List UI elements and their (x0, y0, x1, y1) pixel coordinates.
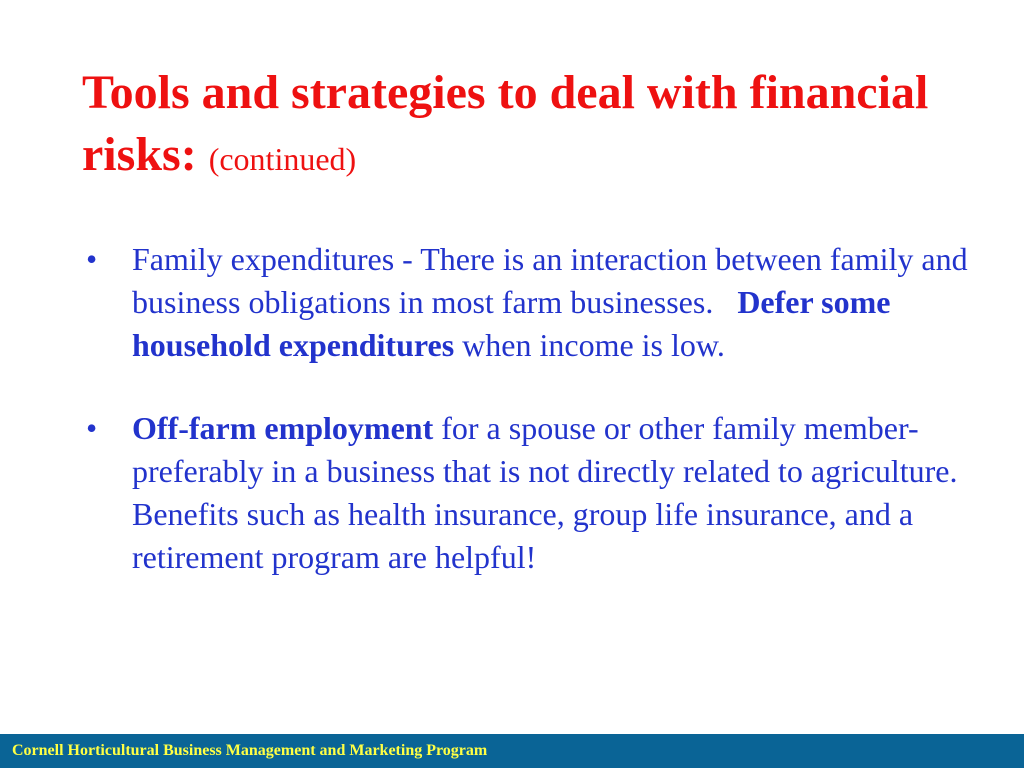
slide-title (82, 62, 982, 190)
bullet-symbol: • (86, 410, 98, 446)
slide-title-subtitle: (continued) (208, 141, 357, 177)
bullet-intro-text: Family expenditures - There is an interaction between family and business obligations in most farm businesses. (132, 241, 968, 320)
bullet-item-off-farm-employment (0, 407, 1024, 579)
bullet-rest-text: when income is low. (454, 327, 725, 363)
footer-bar (0, 734, 1024, 768)
bullet-emphasis-text: Off-farm employment (132, 410, 434, 446)
bullet-symbol: • (86, 241, 98, 277)
bullet-list (0, 238, 1024, 579)
footer-program-name: Cornell Horticultural Business Management and Marketing Program (12, 742, 488, 759)
bullet-item-family-expenditures (0, 238, 1024, 367)
bullet-emphasis-text: Defer some household expenditures (132, 284, 891, 363)
bullet-rest-text: for a spouse or other family member-preferably in a business that is not directly related to agriculture. Benefits such as health insurance, group life insurance, and a retirement program are helpful! (132, 410, 958, 575)
slide-title-main: Tools and strategies to deal with financial risks: (82, 66, 929, 181)
